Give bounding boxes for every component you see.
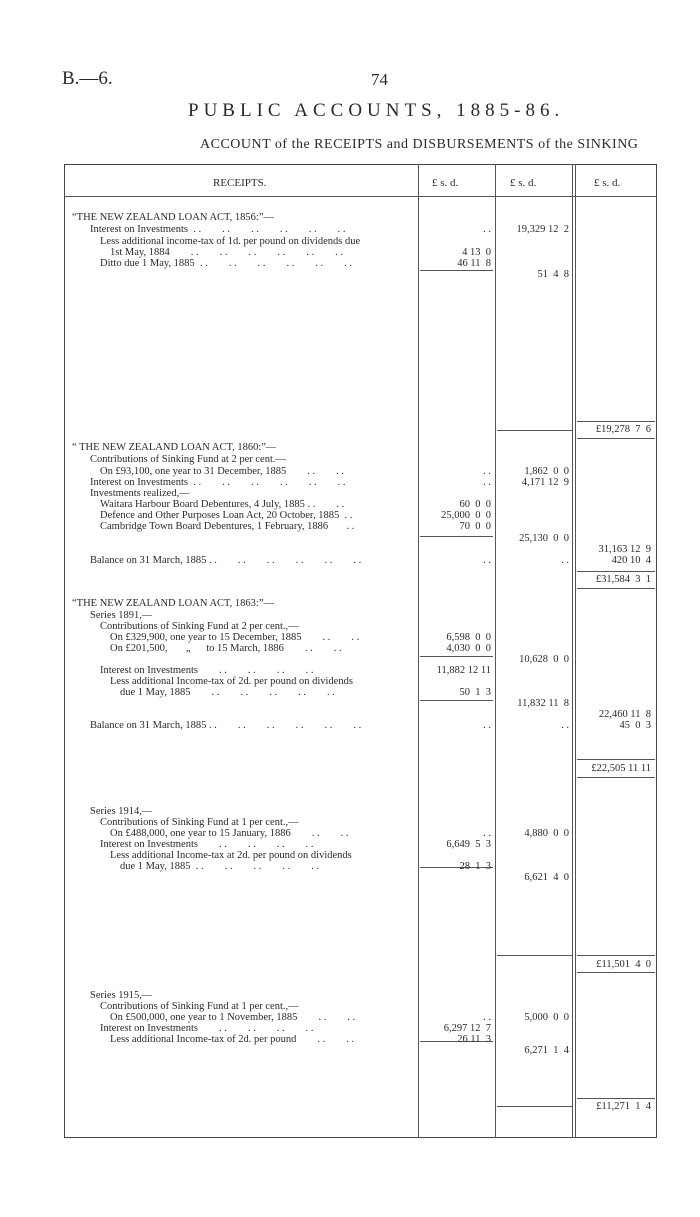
amount-c3: 31,163 12 9	[598, 544, 651, 555]
amount-c2: 6,621 4 0	[524, 872, 569, 883]
amount-c1: 46 11 8	[457, 258, 491, 269]
amount-c1: 60 0 0	[459, 499, 491, 510]
ledger-row-text: On £500,000, one year to 1 November, 1885 . . . .	[110, 1012, 356, 1023]
total-rule	[577, 571, 655, 572]
ledger-row-text: Less additional Income-tax at 2d. per pound on dividends	[110, 850, 352, 861]
total-rule	[577, 955, 655, 956]
amount-c1: 25,000 0 0	[441, 510, 491, 521]
amount-c1: 28 1 3	[459, 861, 491, 872]
column-divider	[495, 164, 496, 1138]
amount-c1: 6,649 5 3	[446, 839, 491, 850]
total-rule	[577, 759, 655, 760]
ledger-row-text: Contributions of Sinking Fund at 2 per cent.—	[90, 454, 286, 465]
total-rule	[577, 588, 655, 589]
header-rule	[64, 196, 657, 197]
ledger-row-text: Cambridge Town Board Debentures, 1 February, 1886 . .	[100, 521, 355, 532]
amount-c3: £31,584 3 1	[595, 574, 651, 585]
ledger-row-text: Investments realized,—	[90, 488, 190, 499]
ledger-row-text: On £329,900, one year to 15 December, 1885 . . . .	[110, 632, 360, 643]
ledger-row-text: due 1 May, 1885 . . . . . . . . . .	[120, 687, 335, 698]
document-reference: B.—6.	[62, 68, 113, 89]
ledger-row-text: due 1 May, 1885 . . . . . . . . . .	[120, 861, 320, 872]
column-divider	[575, 164, 576, 1138]
amount-c2: 25,130 0 0	[519, 533, 569, 544]
ledger-row-text: Balance on 31 March, 1885 . . . . . . . . . . . .	[90, 555, 362, 566]
ledger-row-text: Less additional Income-tax of 2d. per pound on dividends	[110, 676, 353, 687]
amount-c2: 1,862 0 0	[524, 466, 569, 477]
amount-c2: 19,329 12 2	[516, 224, 569, 235]
ledger-row-text: On £201,500, „ to 15 March, 1886 . . . .	[110, 643, 342, 654]
subtotal-rule	[497, 1106, 573, 1107]
ledger-row-text: Contributions of Sinking Fund at 2 per cent.,—	[100, 621, 299, 632]
amount-c1: 26 11 3	[457, 1034, 491, 1045]
total-rule	[577, 421, 655, 422]
amount-c1: 4 13 0	[462, 247, 491, 258]
subtotal-rule	[420, 270, 493, 271]
amount-c2: 4,171 12 9	[521, 477, 569, 488]
amount-c2: 10,628 0 0	[519, 654, 569, 665]
amount-c1: 70 0 0	[459, 521, 491, 532]
amount-c2: 4,880 0 0	[524, 828, 569, 839]
amount-c2: 11,832 11 8	[517, 698, 569, 709]
page-number: 74	[371, 70, 388, 89]
ledger-row-text: Interest on Investments . . . . . . . .	[100, 665, 314, 676]
amount-c2: . .	[561, 555, 569, 566]
amount-c3: 420 10 4	[611, 555, 651, 566]
amount-c3: 45 0 3	[619, 720, 651, 731]
amount-c1: . .	[483, 224, 491, 235]
subtotal-rule	[420, 536, 493, 537]
amount-c1: . .	[483, 466, 491, 477]
pounds-column-header-3: £ s. d.	[594, 177, 621, 189]
total-rule	[577, 438, 655, 439]
subtotal-rule	[497, 430, 573, 431]
ledger-row-text: Interest on Investments . . . . . . . .	[100, 839, 314, 850]
ledger-row-text: “THE NEW ZEALAND LOAN ACT, 1856:”—	[72, 212, 274, 223]
account-subtitle: ACCOUNT of the RECEIPTS and DISBURSEMENTS of the SINKING	[200, 137, 639, 152]
subtotal-rule	[420, 700, 493, 701]
amount-c1: . .	[483, 720, 491, 731]
total-rule	[577, 972, 655, 973]
amount-c1: . .	[483, 477, 491, 488]
amount-c1: . .	[483, 828, 491, 839]
amount-c2: . .	[561, 720, 569, 731]
ledger-row-text: Less additional income-tax of 1d. per pound on dividends due	[100, 236, 361, 247]
ledger-row-text: Series 1891,—	[90, 610, 153, 621]
ledger-row-text: Ditto due 1 May, 1885 . . . . . . . . . . . .	[100, 258, 353, 269]
ledger-row-text: Interest on Investments . . . . . . . .	[100, 1023, 314, 1034]
subtotal-rule	[497, 955, 573, 956]
amount-c2: 51 4 8	[537, 269, 569, 280]
amount-c1: 4,030 0 0	[446, 643, 491, 654]
amount-c3: £11,271 1 4	[596, 1101, 651, 1112]
ledger-row-text: Contributions of Sinking Fund at 1 per cent.,—	[100, 1001, 299, 1012]
ledger-row-text: Balance on 31 March, 1885 . . . . . . . . . . . .	[90, 720, 362, 731]
ledger-row-text: Series 1914,—	[90, 806, 153, 817]
page-title: PUBLIC ACCOUNTS, 1885-86.	[188, 100, 565, 121]
ledger-row-text: Interest on Investments . . . . . . . . . . . .	[90, 477, 346, 488]
amount-c1: . .	[483, 555, 491, 566]
amount-c3: £19,278 7 6	[595, 424, 651, 435]
pounds-column-header-1: £ s. d.	[432, 177, 459, 189]
column-divider	[418, 164, 419, 1138]
receipts-column-header: RECEIPTS.	[213, 177, 267, 189]
total-rule	[577, 777, 655, 778]
amount-c3: 22,460 11 8	[598, 709, 651, 720]
amount-c1: 50 1 3	[459, 687, 491, 698]
ledger-row-text: Contributions of Sinking Fund at 1 per cent.,—	[100, 817, 299, 828]
ledger-row-text: On £488,000, one year to 15 January, 1886 . . . .	[110, 828, 349, 839]
amount-c1: 11,882 12 11	[436, 665, 491, 676]
ledger-row-text: On £93,100, one year to 31 December, 1885 . . . .	[100, 466, 344, 477]
ledger-row-text: Defence and Other Purposes Loan Act, 20 October, 1885 . .	[100, 510, 353, 521]
ledger-row-text: “ THE NEW ZEALAND LOAN ACT, 1860:”—	[72, 442, 277, 453]
ledger-row-text: Less additional Income-tax of 2d. per pound . . . .	[110, 1034, 355, 1045]
ledger-row-text: “THE NEW ZEALAND LOAN ACT, 1863:”—	[72, 598, 274, 609]
column-divider	[572, 164, 573, 1138]
pounds-column-header-2: £ s. d.	[510, 177, 537, 189]
amount-c1: . .	[483, 1012, 491, 1023]
ledger-row-text: Interest on Investments . . . . . . . . . . . .	[90, 224, 346, 235]
amount-c2: 6,271 1 4	[524, 1045, 569, 1056]
ledger-row-text: Series 1915,—	[90, 990, 153, 1001]
amount-c1: 6,598 0 0	[446, 632, 491, 643]
amount-c2: 5,000 0 0	[524, 1012, 569, 1023]
ledger-row-text: Waitara Harbour Board Debentures, 4 July, 1885 . . . .	[100, 499, 345, 510]
subtotal-rule	[420, 656, 493, 657]
ledger-row-text: 1st May, 1884 . . . . . . . . . . . .	[110, 247, 343, 258]
amount-c3: £22,505 11 11	[591, 763, 651, 774]
amount-c1: 6,297 12 7	[443, 1023, 491, 1034]
total-rule	[577, 1098, 655, 1099]
amount-c3: £11,501 4 0	[596, 959, 651, 970]
